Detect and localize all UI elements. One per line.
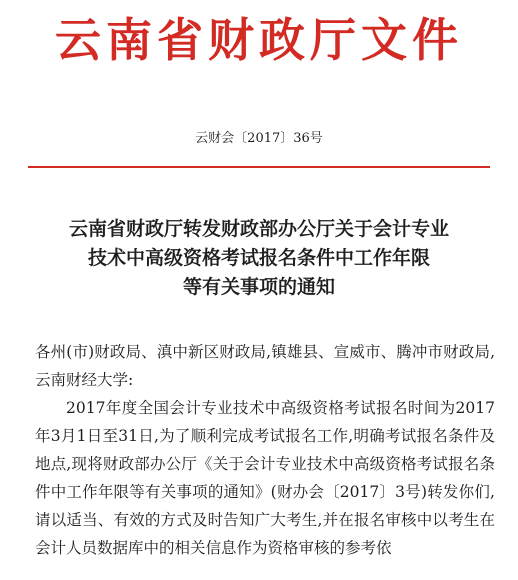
document-number: 云财会〔2017〕36号 [195, 131, 323, 146]
notice-title [0, 215, 518, 302]
document-header-title: 云南省财政厅文件 [55, 13, 463, 67]
body-paragraph: 2017年度全国会计专业技术中高级资格考试报名时间为2017年3月1日至31日,为了顺利完成考试报名工作,明确考试报名条件及地点,现将财政部办公厅《关于会计专业技术中高级资格考试报名条件中工作年限等有关事项的通知》(财办会〔2017〕3号)转发你们,请以适当、有效的方式及时告知广大考生,并在报名审核中以考生在会计人员数据库中的相关信息作为资格审核的参考依 [35, 399, 495, 557]
document-body [35, 338, 495, 562]
notice-title-line: 等有关事项的通知 [182, 276, 335, 298]
header-divider [28, 166, 490, 168]
notice-title-line: 技术中高级资格考试报名条件中工作年限 [87, 247, 430, 269]
recipients-line: 各州(市)财政局、滇中新区财政局,镇雄县、宣威市、腾冲市财政局,云南财经大学: [35, 343, 495, 389]
notice-title-line: 云南省财政厅转发财政部办公厅关于会计专业 [68, 218, 449, 240]
